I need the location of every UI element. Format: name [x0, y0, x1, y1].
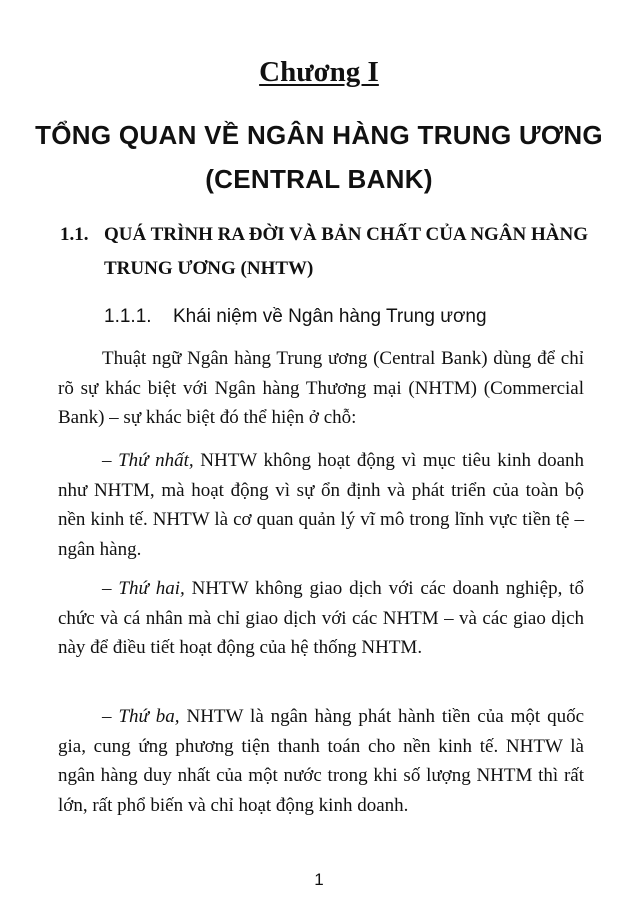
- chapter-title-line-1: TỔNG QUAN VỀ NGÂN HÀNG TRUNG ƯƠNG: [35, 120, 603, 150]
- paragraph-text: Thuật ngữ Ngân hàng Trung ương (Central Bank) dùng để chỉ rõ sự khác biệt với Ngân hàng Thương mại (NHTM) (Commercial Bank) – sự khác biệt đó thể hiện ở chỗ:: [58, 348, 584, 428]
- section-number: 1.1.: [60, 224, 89, 245]
- page-number: 1: [314, 870, 324, 889]
- paragraph-lead: Thứ ba,: [118, 706, 180, 727]
- paragraph-third-point: [58, 702, 584, 820]
- paragraph-text: NHTW là ngân hàng phát hành tiền của một quốc gia, cung ứng phương tiện thanh toán cho nền kinh tế. NHTW là ngân hàng duy nhất của một nước trong khi số lượng NHTM thì rất lớn, rất phổ biến và chỉ hoạt động kinh doanh.: [58, 706, 585, 816]
- paragraph-lead: Thứ hai,: [118, 578, 185, 599]
- subsection-title: Khái niệm về Ngân hàng Trung ương: [173, 306, 487, 327]
- dash: –: [102, 450, 119, 471]
- paragraph-first-point: [58, 446, 584, 564]
- section-title-line-2: TRUNG ƯƠNG (NHTW): [104, 258, 314, 279]
- paragraph-second-point: [58, 574, 584, 663]
- dash: –: [102, 578, 119, 599]
- subsection-number: 1.1.1.: [104, 306, 152, 327]
- paragraph-lead: Thứ nhất,: [118, 450, 194, 471]
- section-title-line-1: QUÁ TRÌNH RA ĐỜI VÀ BẢN CHẤT CỦA NGÂN HÀNG: [104, 224, 589, 245]
- paragraph-text: NHTW không giao dịch với các doanh nghiệp, tổ chức và cá nhân mà chỉ giao dịch với các NHTM – và các giao dịch này để điều tiết hoạt động của hệ thống NHTM.: [58, 578, 584, 658]
- chapter-heading: [0, 56, 638, 89]
- chapter-label: Chương I: [259, 56, 379, 88]
- paragraph-text: NHTW không hoạt động vì mục tiêu kinh doanh như NHTM, mà hoạt động vì sự ổn định và phát triển của toàn bộ nền kinh tế. NHTW là cơ quan quản lý vĩ mô trong lĩnh vực tiền tệ – ngân hàng.: [58, 450, 585, 560]
- chapter-title-line-2: (CENTRAL BANK): [205, 164, 433, 194]
- dash: –: [102, 706, 119, 727]
- paragraph-intro: [58, 344, 584, 433]
